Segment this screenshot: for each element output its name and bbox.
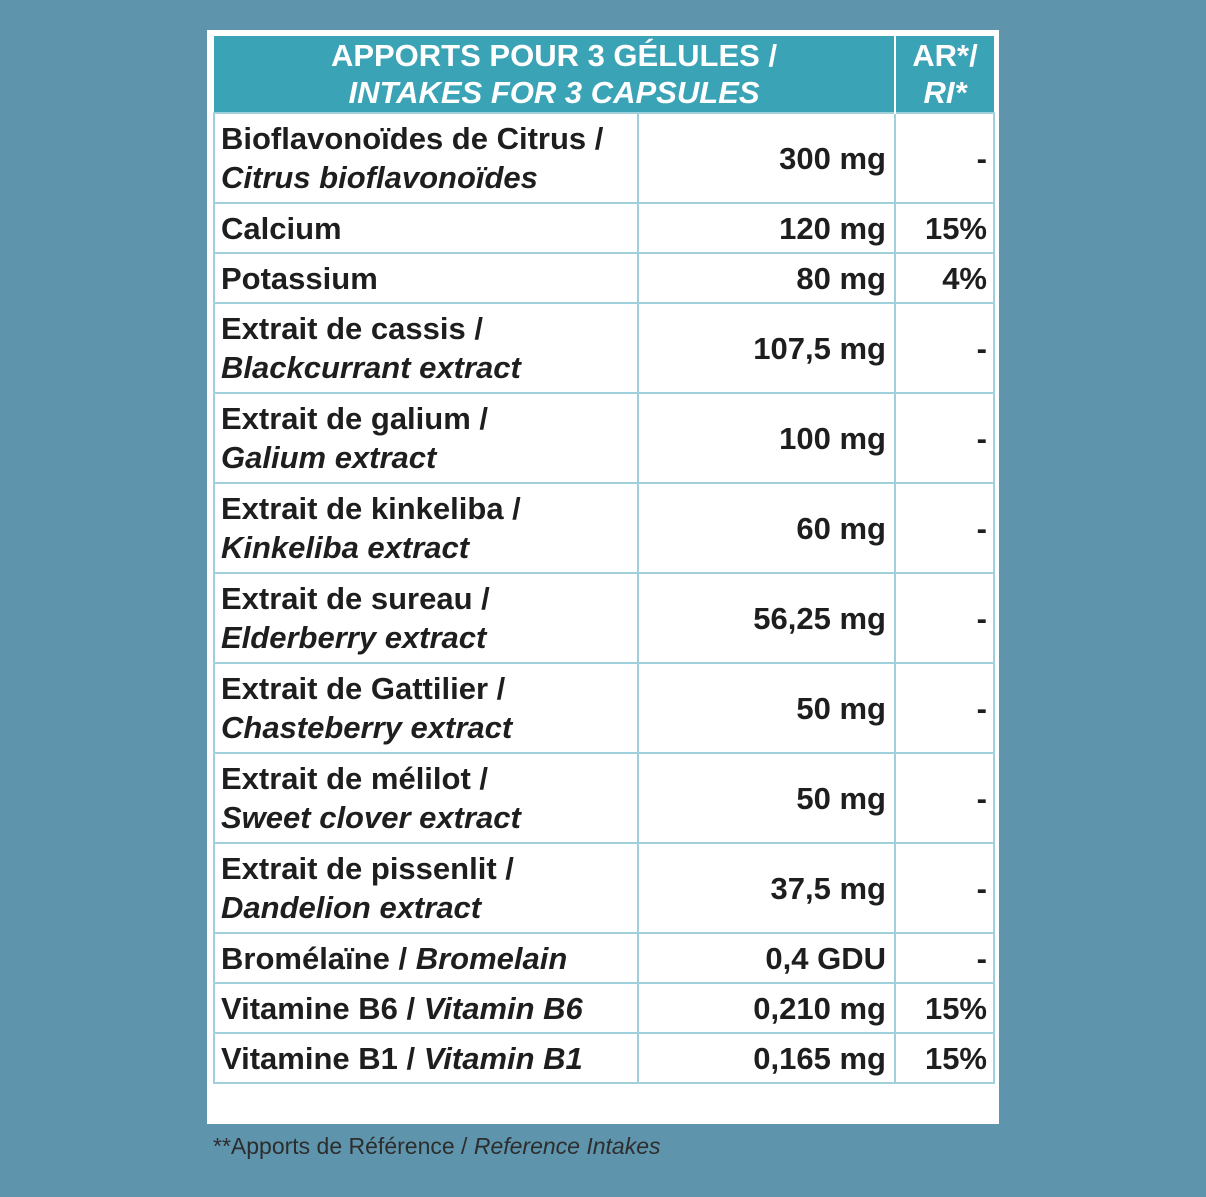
- ingredient-name-fr: Extrait de kinkeliba /: [221, 491, 521, 526]
- table-row: [214, 483, 994, 573]
- ingredient-amount: 100 mg: [638, 393, 895, 483]
- table-row: [214, 573, 994, 663]
- ingredient-ri: -: [895, 933, 994, 983]
- ri-header-fr: AR*/: [912, 38, 978, 73]
- ingredient-name-fr: Extrait de galium /: [221, 401, 489, 436]
- ingredient-name-fr: Extrait de Gattilier /: [221, 671, 506, 706]
- ingredient-name: [214, 1033, 638, 1083]
- ingredient-name-en: Vitamin B6: [423, 990, 583, 1026]
- ingredient-name-en: Blackcurrant extract: [221, 350, 521, 385]
- ingredient-name: [214, 253, 638, 303]
- ingredient-amount: 107,5 mg: [638, 303, 895, 393]
- ingredient-ri: -: [895, 573, 994, 663]
- table-header-row: [214, 36, 994, 113]
- ingredient-name-en: Chasteberry extract: [221, 710, 513, 745]
- ingredient-ri: -: [895, 393, 994, 483]
- ingredient-amount: 56,25 mg: [638, 573, 895, 663]
- intakes-header-en: INTAKES FOR 3 CAPSULES: [348, 75, 760, 110]
- footnote: [213, 1133, 661, 1160]
- ingredient-amount: 60 mg: [638, 483, 895, 573]
- table-row: [214, 253, 994, 303]
- ingredient-name: [214, 753, 638, 843]
- nutrition-table: [213, 36, 995, 1084]
- table-row: [214, 203, 994, 253]
- footnote-en: Reference Intakes: [473, 1133, 661, 1159]
- ingredient-name: [214, 393, 638, 483]
- footnote-fr: **Apports de Référence /: [213, 1133, 468, 1159]
- ingredient-amount: 0,210 mg: [638, 983, 895, 1033]
- ingredient-name-fr: Vitamine B6 /: [221, 990, 424, 1026]
- ingredient-name-fr: Extrait de pissenlit /: [221, 851, 514, 886]
- ingredient-name-fr: Vitamine B1 /: [221, 1040, 424, 1076]
- ingredient-name-en: Kinkeliba extract: [221, 530, 470, 565]
- ingredient-name-fr: Bromélaïne /: [221, 940, 416, 976]
- ingredient-ri: -: [895, 303, 994, 393]
- ingredient-name: [214, 663, 638, 753]
- ingredient-name: [214, 843, 638, 933]
- ingredient-amount: 0,165 mg: [638, 1033, 895, 1083]
- ingredient-amount: 300 mg: [638, 113, 895, 203]
- table-row: [214, 843, 994, 933]
- nutrition-panel: [207, 30, 999, 1124]
- ingredient-ri: 15%: [895, 203, 994, 253]
- ingredient-amount: 37,5 mg: [638, 843, 895, 933]
- ingredient-ri: 15%: [895, 983, 994, 1033]
- ingredient-name: [214, 483, 638, 573]
- ingredient-ri: 4%: [895, 253, 994, 303]
- ingredient-ri: -: [895, 113, 994, 203]
- ingredient-name-en: Dandelion extract: [221, 890, 482, 925]
- ingredient-ri: -: [895, 483, 994, 573]
- ingredient-name-fr: Bioflavonoïdes de Citrus /: [221, 121, 604, 156]
- ingredient-name-fr: Extrait de mélilot /: [221, 761, 489, 796]
- ingredient-amount: 120 mg: [638, 203, 895, 253]
- intakes-header-fr: APPORTS POUR 3 GÉLULES /: [330, 38, 778, 73]
- ingredient-amount: 50 mg: [638, 663, 895, 753]
- ingredient-amount: 0,4 GDU: [638, 933, 895, 983]
- ingredient-name-en: Bromelain: [415, 940, 568, 976]
- table-row: [214, 1033, 994, 1083]
- ri-header-en: RI*: [923, 75, 967, 110]
- table-row: [214, 933, 994, 983]
- table-row: [214, 983, 994, 1033]
- table-row: [214, 113, 994, 203]
- ingredient-name-fr: Potassium: [221, 260, 378, 296]
- table-row: [214, 663, 994, 753]
- ingredient-amount: 50 mg: [638, 753, 895, 843]
- ingredient-name-en: Vitamin B1: [423, 1040, 583, 1076]
- ingredient-ri: -: [895, 843, 994, 933]
- ingredient-name-fr: Extrait de cassis /: [221, 311, 483, 346]
- table-row: [214, 303, 994, 393]
- ingredient-name-en: Galium extract: [221, 440, 437, 475]
- ingredient-amount: 80 mg: [638, 253, 895, 303]
- ingredient-name: [214, 303, 638, 393]
- ingredient-name-en: Elderberry extract: [221, 620, 487, 655]
- ingredient-ri: 15%: [895, 1033, 994, 1083]
- table-row: [214, 393, 994, 483]
- ingredient-name: [214, 983, 638, 1033]
- table-row: [214, 753, 994, 843]
- ingredient-name: [214, 933, 638, 983]
- ingredient-name: [214, 113, 638, 203]
- ingredient-name: [214, 573, 638, 663]
- ingredient-name-en: Citrus bioflavonoïdes: [221, 160, 538, 195]
- ingredient-name-en: Sweet clover extract: [221, 800, 521, 835]
- ingredient-ri: -: [895, 753, 994, 843]
- ingredient-name-fr: Calcium: [221, 210, 342, 246]
- ingredient-name-fr: Extrait de sureau /: [221, 581, 490, 616]
- ri-header: [895, 36, 994, 113]
- ingredient-name: [214, 203, 638, 253]
- ingredient-ri: -: [895, 663, 994, 753]
- intakes-header: [214, 36, 895, 113]
